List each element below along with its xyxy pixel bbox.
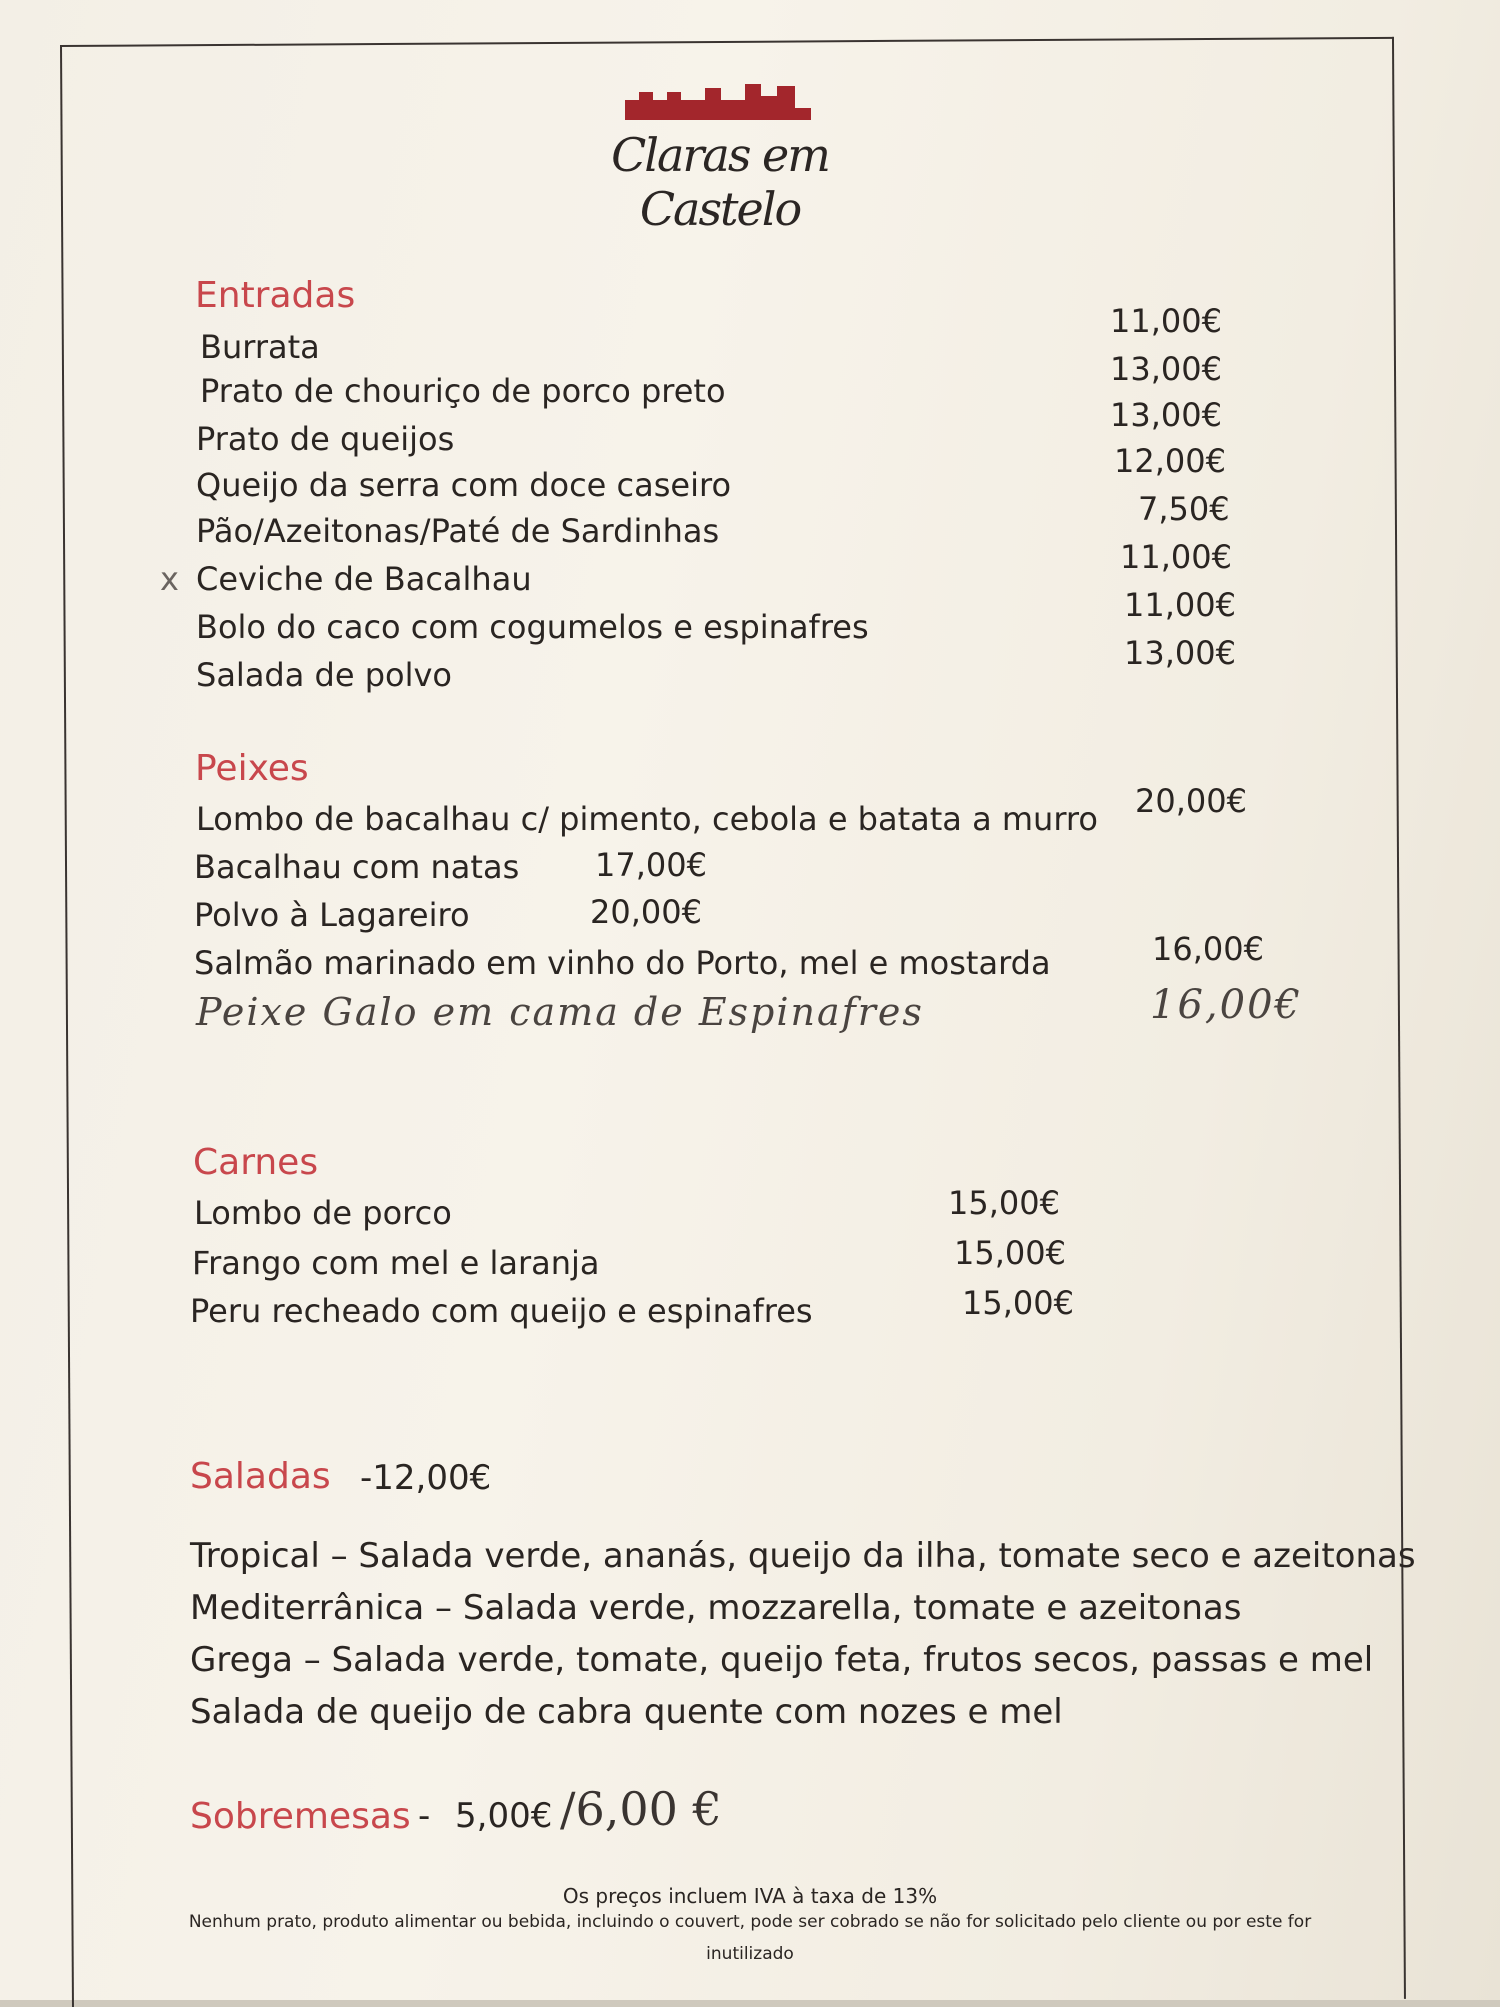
salad-item: Salada de queijo de cabra quente com nozes e mel (190, 1692, 1063, 1732)
menu-item: Bacalhau com natas (194, 848, 520, 886)
legal-notice: Nenhum prato, produto alimentar ou bebida, incluindo o couvert, pode ser cobrado se não for solicitado pelo cliente ou por este for (188, 1912, 1312, 1932)
menu-item-handwritten: Peixe Galo em cama de Espinafres (196, 990, 924, 1034)
menu-item-price: 17,00€ (595, 846, 707, 884)
menu-item: Polvo à Lagareiro (194, 896, 470, 934)
menu-item: Lombo de bacalhau c/ pimento, cebola e batata a murro (196, 800, 1098, 838)
vat-note: Os preços incluem IVA à taxa de 13% (562, 1884, 938, 1908)
menu-item-price: 7,50€ (1138, 490, 1230, 528)
menu-item: Prato de chouriço de porco preto (200, 372, 726, 410)
legal-notice-end: inutilizado (706, 1944, 794, 1964)
menu-item-price: 15,00€ (948, 1184, 1060, 1222)
menu-item: Salada de polvo (196, 656, 452, 694)
menu-item: Burrata (200, 328, 320, 366)
menu-item-price: 20,00€ (1135, 782, 1247, 820)
menu-item: Peru recheado com queijo e espinafres (190, 1292, 813, 1330)
menu-item-price: 11,00€ (1120, 538, 1232, 576)
salad-item: Mediterrânica – Salada verde, mozzarella, tomate e azeitonas (190, 1588, 1242, 1628)
menu-item: Queijo da serra com doce caseiro (196, 466, 732, 504)
section-title-sobremesas: Sobremesas (190, 1796, 411, 1837)
salad-item: Tropical – Salada verde, ananás, queijo da ilha, tomate seco e azeitonas (190, 1536, 1416, 1576)
salad-item: Grega – Salada verde, tomate, queijo feta, frutos secos, passas e mel (190, 1640, 1374, 1680)
sobremesas-price: 5,00€ (455, 1796, 553, 1836)
saladas-price: -12,00€ (360, 1458, 492, 1498)
menu-item: Salmão marinado em vinho do Porto, mel e mostarda (194, 944, 1051, 982)
menu-item-price: 15,00€ (954, 1234, 1066, 1272)
menu-item: Lombo de porco (194, 1194, 452, 1232)
menu-item-price: 12,00€ (1114, 442, 1226, 480)
menu-item: Prato de queijos (196, 420, 455, 458)
menu-item-price: 11,00€ (1110, 302, 1222, 340)
menu-item: Ceviche de Bacalhau (196, 560, 532, 598)
menu-item-price: 11,00€ (1124, 586, 1236, 624)
menu-item: Pão/Azeitonas/Paté de Sardinhas (196, 512, 720, 550)
section-title-saladas: Saladas (190, 1456, 331, 1497)
section-title-entradas: Entradas (195, 275, 356, 316)
menu-item: Frango com mel e laranja (192, 1244, 600, 1282)
menu-item-price: 13,00€ (1110, 396, 1222, 434)
sobremesas-separator: - (418, 1796, 431, 1836)
menu-item: Bolo do caco com cogumelos e espinafres (196, 608, 869, 646)
menu-item-price: 15,00€ (962, 1284, 1074, 1322)
handwritten-mark: x (160, 560, 179, 598)
menu-item-price: 16,00€ (1152, 930, 1264, 968)
restaurant-logo (555, 78, 885, 236)
sobremesas-price-handwritten: /6,00 € (560, 1782, 722, 1836)
menu-item-price: 13,00€ (1124, 634, 1236, 672)
menu-item-price: 20,00€ (590, 893, 702, 931)
menu-item-price: 13,00€ (1110, 350, 1222, 388)
restaurant-name: Claras em Castelo (611, 128, 829, 236)
section-title-peixes: Peixes (195, 748, 309, 789)
section-title-carnes: Carnes (193, 1142, 319, 1183)
menu-item-price-handwritten: 16,00€ (1150, 982, 1302, 1028)
